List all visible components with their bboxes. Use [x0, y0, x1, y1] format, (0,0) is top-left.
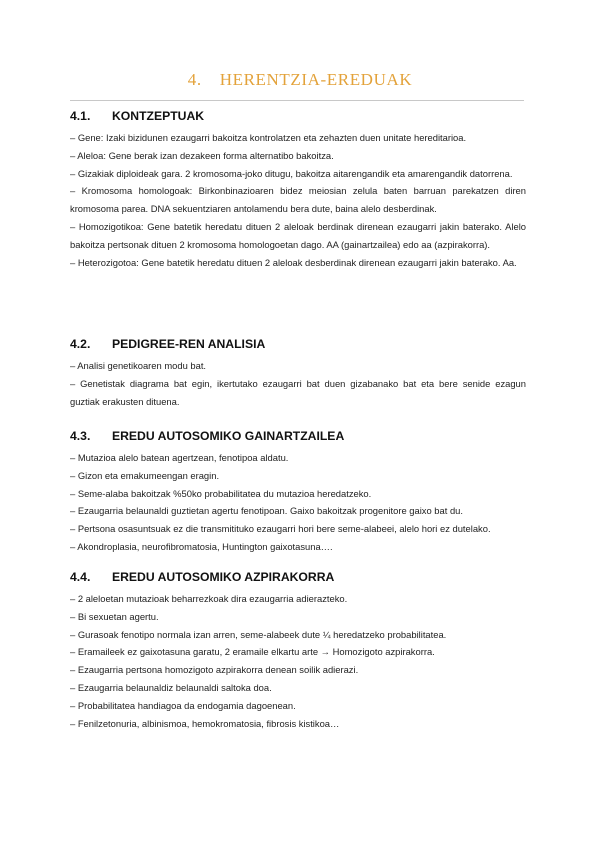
list-item: – Mutazioa alelo batean agertzean, fenotipoa aldatu.	[70, 452, 289, 463]
section-title: EREDU AUTOSOMIKO AZPIRAKORRA	[112, 570, 335, 584]
section-autosomiko-gainartzailea	[70, 429, 526, 556]
list-item: – Ezaugarria pertsona homozigoto azpirakorra denean soilik adierazi.	[70, 664, 359, 676]
section-heading	[70, 570, 526, 584]
list-item: – Gizon eta emakumeengan eragin.	[70, 469, 220, 481]
section-title: EREDU AUTOSOMIKO GAINARTZAILEA	[112, 429, 345, 443]
list-item: – 2 aleloetan mutazioak beharrezkoak dira ezaugarria adierazteko.	[70, 593, 348, 604]
list-item: – Heterozigotoa: Gene batetik heredatu dituen 2 aleloak desberdinak direnean ezaugarri jakin baterako. Aa.	[70, 256, 517, 268]
list-item: – Seme-alaba bakoitzak %50ko probabilitatea du mutazioa heredatzeko.	[70, 487, 372, 499]
list-item: – Genetistak diagrama bat egin, ikertutako ezaugarri bat duen gizabanako bat eta bere senide ezagun guztiak erakusten dituena.	[70, 377, 526, 407]
section-number: 4.3.	[70, 429, 91, 443]
chapter-title-text: HERENTZIA-EREDUAK	[219, 70, 413, 89]
list-item: – Gurasoak fenotipo normala izan arren, seme-alabeek dute ¼ heredatzeko probabilitatea.	[70, 628, 447, 640]
list-item: – Ezaugarria belaunaldi guztietan agertu fenotipoan. Gaixo bakoitzak progenitore gaixo bat du.	[70, 505, 463, 517]
section-heading	[70, 109, 526, 123]
list-item: – Gizakiak diploideak gara. 2 kromosoma-joko ditugu, bakoitza aitarengandik eta amarengandik datorrena.	[70, 167, 513, 179]
title-divider	[70, 100, 524, 101]
section-number: 4.2.	[70, 337, 91, 351]
section-heading	[70, 429, 526, 443]
list-item: – Analisi genetikoaren modu bat.	[70, 360, 207, 371]
section-title: KONTZEPTUAK	[112, 109, 205, 123]
section-autosomiko-azpirakorra	[70, 570, 526, 732]
section-pedigree-analisia	[70, 337, 526, 410]
section-title: PEDIGREE-REN ANALISIA	[112, 337, 266, 351]
list-item: – Aleloa: Gene berak izan dezakeen forma alternatibo bakoitza.	[70, 149, 334, 161]
list-item: – Homozigotikoa: Gene batetik heredatu dituen 2 aleloak berdinak direnean ezaugarri jakin baterako. Alelo bakoitza pertsonak dituen 2 kromosoma homologoetan dago. AA (gainartzailea) edo aa (azpirakorra).	[70, 220, 526, 250]
section-number: 4.1.	[70, 109, 91, 123]
list-item: – Pertsona osasuntsuak ez die transmitituko ezaugarri hori bere seme-alabeei, alelo hori ez dutelako.	[70, 523, 491, 535]
chapter-title	[0, 70, 600, 90]
list-item: – Akondroplasia, neurofibromatosia, Huntington gaixotasuna….	[70, 540, 333, 552]
chapter-number: 4.	[187, 70, 202, 89]
list-item: – Kromosoma homologoak: Birkonbinazioaren bidez meiosian zelula baten barruan parekatzen diren kromosoma parea. DNA sekuentziaren antolamendu bera dute, baina alelo desberdinak.	[70, 185, 526, 215]
list-item: – Eramaileek ez gaixotasuna garatu, 2 eramaile elkartu arte → Homozigoto azpirakorra.	[70, 646, 435, 658]
list-item: – Gene: Izaki bizidunen ezaugarri bakoitza kontrolatzen eta zehazten duen unitate hereditarioa.	[70, 132, 467, 143]
list-item: – Bi sexuetan agertu.	[70, 610, 159, 622]
list-item: – Ezaugarria belaunaldiz belaunaldi saltoka doa.	[70, 681, 272, 693]
section-number: 4.4.	[70, 570, 91, 584]
section-heading	[70, 337, 526, 351]
list-item: – Fenilzetonuria, albinismoa, hemokromatosia, fibrosis kistikoa…	[70, 717, 340, 729]
list-item: – Probabilitatea handiagoa da endogamia dagoenean.	[70, 699, 296, 711]
section-kontzeptuak	[70, 109, 526, 271]
